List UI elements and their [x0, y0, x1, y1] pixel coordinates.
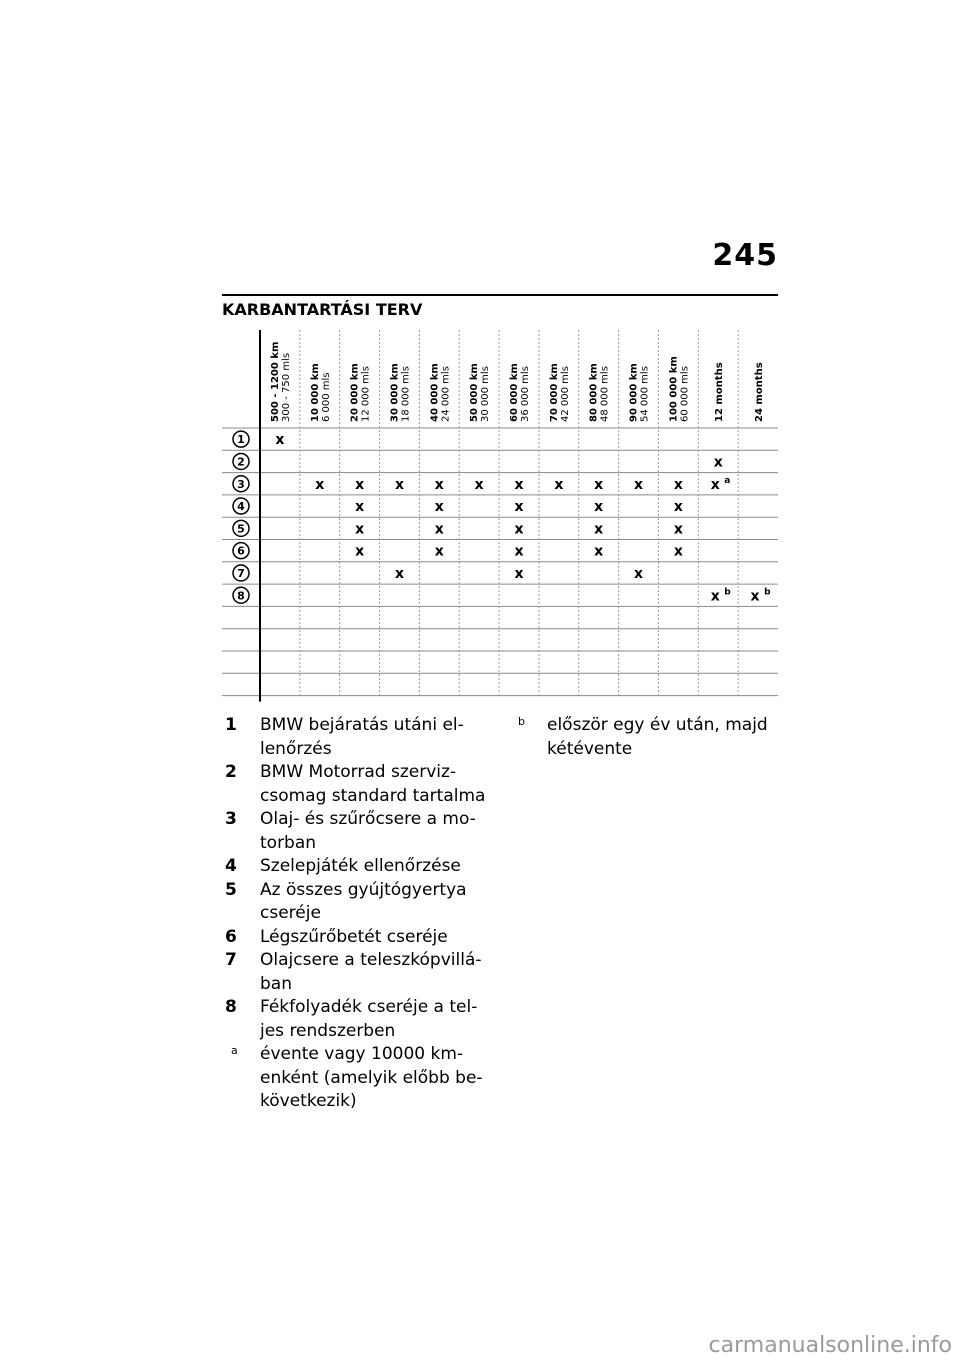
schedule-mark: x: [514, 476, 524, 493]
schedule-mark: x: [713, 454, 723, 471]
legend-text-line: Olaj- és szűrőcsere a mo-: [260, 809, 476, 829]
schedule-mark: x: [355, 521, 365, 538]
schedule-mark: x: [634, 476, 644, 493]
schedule-mark: x: [514, 521, 524, 538]
legend-item: [225, 1043, 495, 1114]
legend-text-line: BMW bejáratás utáni el-: [260, 715, 464, 735]
schedule-mark: x: [594, 521, 604, 538]
row-number-label: 2: [237, 455, 245, 469]
schedule-mark: x: [673, 476, 683, 493]
column-header-mls: 12 000 mls: [360, 366, 372, 422]
section-title: KARBANTARTÁSI TERV: [222, 300, 423, 319]
schedule-mark-footnote: b: [764, 587, 771, 598]
legend-text-line: kétévente: [547, 738, 633, 759]
legend-text-line: ban: [260, 973, 292, 994]
column-header: [589, 363, 611, 422]
legend-text-line: Fékfolyadék cseréje a tel-: [260, 997, 478, 1017]
column-header: [629, 363, 651, 422]
column-header-km: 50 000 km: [469, 363, 481, 422]
legend-text-line: következik): [260, 1091, 357, 1111]
schedule-mark: x: [355, 476, 365, 493]
column-header-mls: 36 000 mls: [520, 366, 531, 422]
schedule-mark: x: [355, 543, 365, 560]
legend-item: [225, 761, 495, 808]
column-header: [668, 356, 690, 422]
legend-text-line: csomag standard tartalma: [260, 785, 486, 806]
row-number-label: 8: [237, 589, 245, 603]
schedule-mark: x: [434, 543, 444, 560]
column-header: [509, 363, 531, 422]
column-header-km: 40 000 km: [429, 363, 441, 422]
schedule-mark: x: [474, 476, 484, 493]
legend-item: [225, 949, 495, 996]
legend-text-line: Légszűrőbetét cseréje: [260, 926, 448, 947]
schedule-mark: x: [355, 499, 365, 516]
column-header-km: 20 000 km: [349, 363, 361, 422]
legend-number: 4: [225, 856, 237, 876]
row-number-label: 5: [237, 522, 245, 536]
column-header: [310, 363, 332, 422]
legend-text-line: torban: [260, 832, 317, 853]
schedule-mark-footnote: b: [724, 587, 731, 598]
column-header: [429, 363, 451, 422]
column-header: [714, 362, 725, 422]
row-number-label: 4: [237, 500, 245, 514]
legend-text-line: BMW Motorrad szerviz-: [260, 762, 457, 782]
legend-text-line: lenőrzés: [260, 738, 332, 759]
legend-number: 5: [225, 879, 237, 900]
row-number-label: 7: [237, 566, 245, 580]
footer-watermark: carmanualsonline.info: [708, 1333, 952, 1358]
schedule-mark: x: [514, 565, 524, 582]
column-header-mls: 60 000 mls: [679, 366, 691, 422]
legend-text-line: Szelepjáték ellenőrzése: [260, 856, 461, 876]
legend-text-line: Olajcsere a teleszkópvillá-: [260, 950, 482, 970]
column-header: [350, 363, 372, 422]
column-header-mls: 48 000 mls: [599, 366, 611, 422]
schedule-mark: x: [394, 476, 404, 493]
column-header-km: 60 000 km: [509, 363, 520, 422]
column-header-mls: 300 - 750 mls: [280, 352, 292, 422]
schedule-mark-footnote: a: [724, 475, 731, 486]
schedule-mark: x: [594, 543, 604, 560]
legend-item: [225, 855, 495, 879]
column-header-mls: 42 000 mls: [559, 366, 571, 422]
column-header-mls: 54 000 mls: [639, 366, 651, 422]
row-number-label: 6: [237, 544, 245, 558]
column-header-km: 500 - 1200 km: [269, 341, 281, 422]
column-header-km: 10 000 km: [309, 363, 321, 422]
legend-number: 8: [225, 997, 237, 1017]
schedule-mark: x: [673, 543, 683, 560]
schedule-mark: x: [594, 476, 604, 493]
schedule-mark: x: [673, 521, 683, 538]
column-header: [389, 363, 411, 422]
legend-number: 2: [225, 762, 237, 782]
page-number: 245: [712, 238, 778, 273]
legend-text-line: enként (amelyik előbb be-: [260, 1067, 483, 1088]
column-header: [754, 362, 765, 422]
column-header-km: 70 000 km: [548, 363, 560, 422]
column-header-km: 12 months: [714, 362, 726, 422]
legend-item: [225, 714, 495, 761]
schedule-mark: x: [434, 476, 444, 493]
column-header: [469, 363, 491, 422]
schedule-mark: x: [594, 499, 604, 516]
schedule-mark: x: [554, 476, 564, 493]
legend-text-line: évente vagy 10000 km-: [260, 1044, 464, 1064]
legend-item: [225, 808, 495, 855]
column-header-km: 90 000 km: [628, 363, 640, 422]
schedule-mark: x: [710, 476, 720, 493]
legend-right: [512, 714, 782, 761]
schedule-mark: x: [434, 499, 444, 516]
legend-item: [225, 879, 495, 926]
legend-footnote-mark: a: [231, 1044, 238, 1057]
schedule-mark: x: [315, 476, 325, 493]
schedule-mark: x: [394, 565, 404, 582]
schedule-mark: x: [673, 499, 683, 516]
schedule-mark: x: [750, 588, 760, 605]
legend-number: 3: [225, 809, 237, 829]
column-header-km: 24 months: [754, 362, 766, 422]
legend-text-line: cseréje: [260, 903, 321, 923]
column-header-mls: 24 000 mls: [440, 366, 452, 422]
column-header-mls: 18 000 mls: [400, 366, 412, 422]
schedule-mark: x: [514, 543, 524, 560]
column-header-km: 30 000 km: [389, 363, 401, 422]
schedule-mark: x: [710, 588, 720, 605]
legend-text-line: Az összes gyújtógyertya: [260, 879, 467, 900]
legend-item: [225, 926, 495, 950]
column-header-km: 80 000 km: [588, 363, 600, 422]
row-number-label: 3: [237, 477, 245, 491]
column-header: [549, 363, 571, 422]
legend-item: [512, 714, 782, 761]
legend-text-line: jes rendszerben: [260, 1020, 396, 1041]
legend-left: [225, 714, 495, 1114]
legend-number: 1: [225, 715, 237, 735]
column-header-km: 100 000 km: [668, 356, 680, 422]
schedule-mark: x: [434, 521, 444, 538]
legend-footnote-mark: b: [518, 715, 525, 728]
legend-item: [225, 996, 495, 1043]
schedule-mark: x: [275, 432, 285, 449]
legend-number: 6: [225, 926, 237, 947]
legend-text-line: először egy év után, majd: [547, 715, 768, 735]
schedule-mark: x: [514, 499, 524, 516]
column-header-mls: 6 000 mls: [320, 372, 332, 422]
column-header-mls: 30 000 mls: [480, 366, 492, 422]
schedule-mark: x: [634, 565, 644, 582]
legend-number: 7: [225, 950, 237, 970]
column-header: [270, 342, 292, 422]
row-number-label: 1: [237, 433, 245, 447]
